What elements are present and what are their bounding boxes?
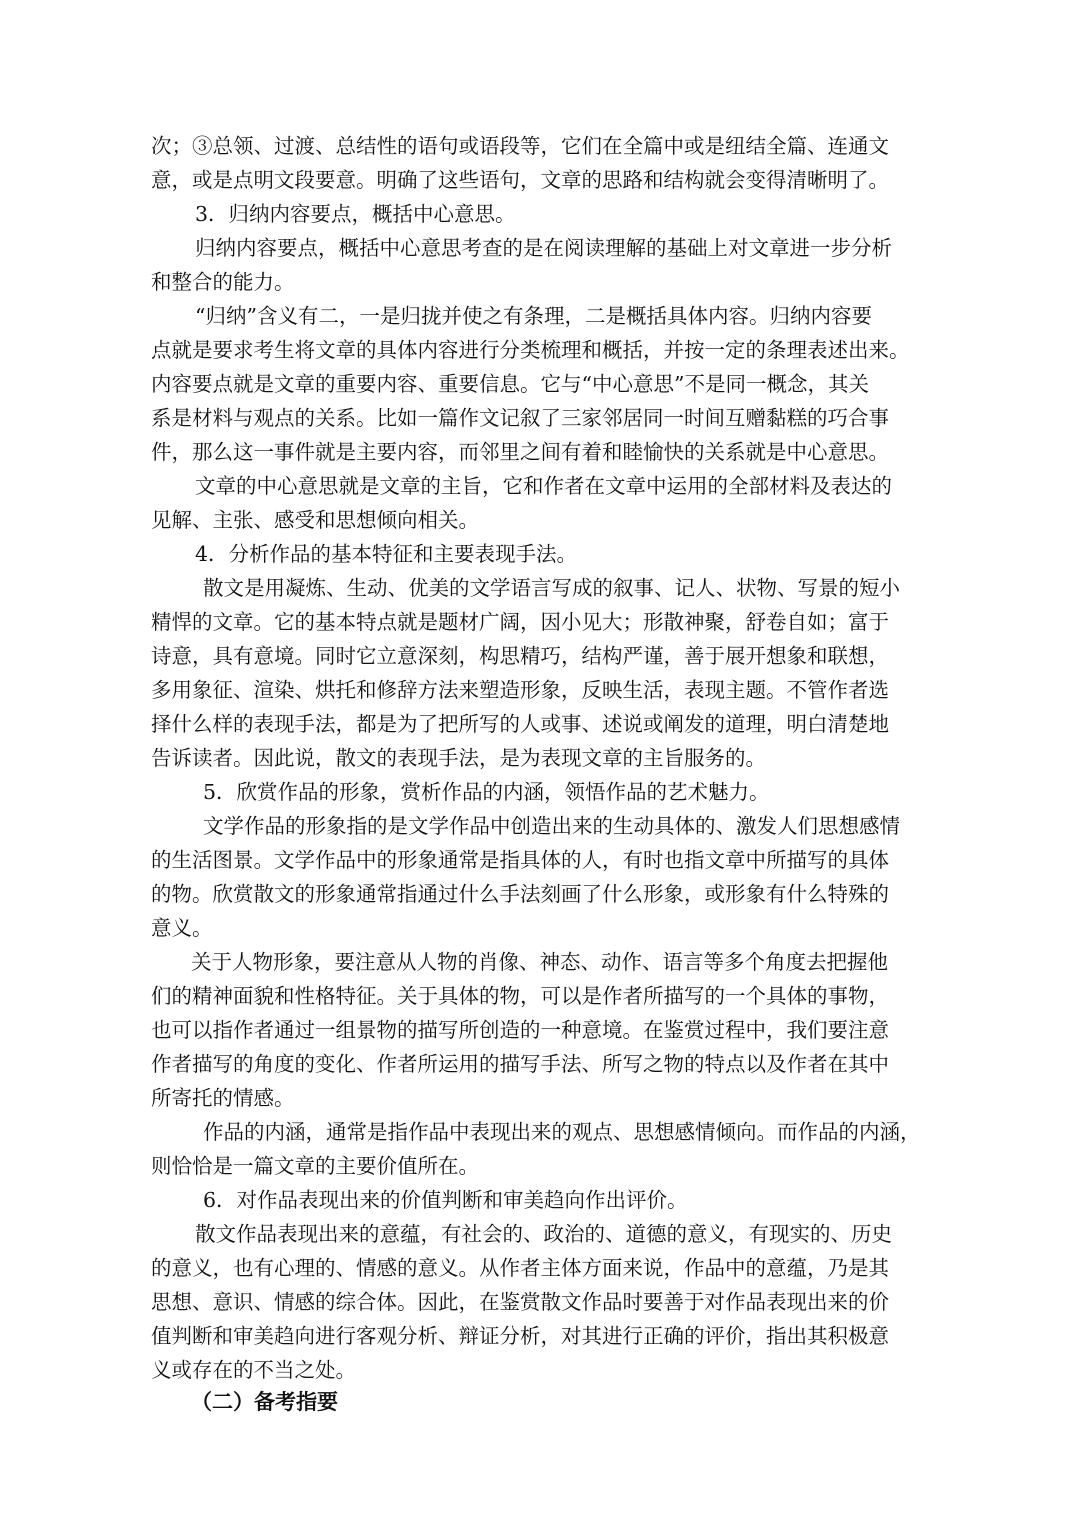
section-heading: （二）备考指要: [191, 1390, 338, 1414]
text-line: 所寄托的情感。: [151, 1086, 295, 1110]
text-line: 关于人物形象，要注意从人物的肖像、神态、动作、语言等多个角度去把握他: [191, 950, 888, 974]
text-line: 也可以指作者通过一组景物的描写所创造的一种意境。在鉴赏过程中，我们要注意: [151, 1018, 889, 1042]
text-line: 义或存在的不当之处。: [151, 1358, 356, 1382]
text-line: 精悍的文章。它的基本特点就是题材广阔，因小见大；形散神聚，舒卷自如；富于: [151, 610, 889, 634]
text-line: 择什么样的表现手法，都是为了把所写的人或事、述说或阐发的道理，明白清楚地: [151, 712, 889, 736]
text-line: 件，那么这一事件就是主要内容，而邻里之间有着和睦愉快的关系就是中心意思。: [151, 440, 889, 464]
text-line: 归纳内容要点，概括中心意思考查的是在阅读理解的基础上对文章进一步分析: [195, 236, 892, 260]
text-line: 内容要点就是文章的重要内容、重要信息。它与“中心意思”不是同一概念，其关: [151, 372, 869, 396]
text-line: 3．归纳内容要点，概括中心意思。: [195, 202, 516, 226]
text-line: 诗意，具有意境。同时它立意深刻，构思精巧，结构严谨，善于展开想象和联想，: [151, 644, 889, 668]
text-line: “归纳”含义有二，一是归拢并使之有条理，二是概括具体内容。归纳内容要: [195, 304, 872, 328]
text-line: 系是材料与观点的关系。比如一篇作文记叙了三家邻居同一时间互赠黏糕的巧合事: [151, 406, 889, 430]
text-line: 见解、主张、感受和思想倾向相关。: [151, 508, 479, 532]
text-line: 的意义，也有心理的、情感的意义。从作者主体方面来说，作品中的意蕴，乃是其: [151, 1256, 889, 1280]
text-line: 4．分析作品的基本特征和主要表现手法。: [195, 542, 578, 566]
text-line: 文章的中心意思就是文章的主旨，它和作者在文章中运用的全部材料及表达的: [195, 474, 892, 498]
text-line: 值判断和审美趋向进行客观分析、辩证分析，对其进行正确的评价，指出其积极意: [151, 1324, 889, 1348]
text-line: 的生活图景。文学作品中的形象通常是指具体的人，有时也指文章中所描写的具体: [151, 848, 889, 872]
text-line: 次；③总领、过渡、总结性的语句或语段等，它们在全篇中或是纽结全篇、连通文: [151, 134, 889, 158]
text-line: 作品的内涵，通常是指作品中表现出来的观点、思想感情倾向。而作品的内涵，: [203, 1120, 921, 1144]
text-line: 文学作品的形象指的是文学作品中创造出来的生动具体的、激发人们思想感情: [203, 814, 900, 838]
text-line: 散文作品表现出来的意蕴，有社会的、政治的、道德的意义，有现实的、历史: [195, 1222, 892, 1246]
text-line: 6．对作品表现出来的价值判断和审美趋向作出评价。: [203, 1188, 688, 1212]
text-line: 和整合的能力。: [151, 270, 295, 294]
text-line: 意义。: [151, 916, 213, 940]
text-line: 思想、意识、情感的综合体。因此，在鉴赏散文作品时要善于对作品表现出来的价: [151, 1290, 889, 1314]
text-line: 散文是用凝炼、生动、优美的文学语言写成的叙事、记人、状物、写景的短小: [203, 576, 900, 600]
text-line: 们的精神面貌和性格特征。关于具体的物，可以是作者所描写的一个具体的事物，: [151, 984, 889, 1008]
text-line: 意，或是点明文段要意。明确了这些语句，文章的思路和结构就会变得清晰明了。: [151, 168, 889, 192]
text-line: 多用象征、渲染、烘托和修辞方法来塑造形象，反映生活，表现主题。不管作者选: [151, 678, 889, 702]
text-line: 5．欣赏作品的形象，赏析作品的内涵，领悟作品的艺术魅力。: [203, 780, 770, 804]
text-line: 则恰恰是一篇文章的主要价值所在。: [151, 1154, 479, 1178]
text-line: 作者描写的角度的变化、作者所运用的描写手法、所写之物的特点以及作者在其中: [151, 1052, 889, 1076]
text-line: 的物。欣赏散文的形象通常指通过什么手法刻画了什么形象，或形象有什么特殊的: [151, 882, 889, 906]
text-line: 告诉读者。因此说，散文的表现手法，是为表现文章的主旨服务的。: [151, 746, 766, 770]
text-line: 点就是要求考生将文章的具体内容进行分类梳理和概括，并按一定的条理表述出来。: [151, 338, 910, 362]
